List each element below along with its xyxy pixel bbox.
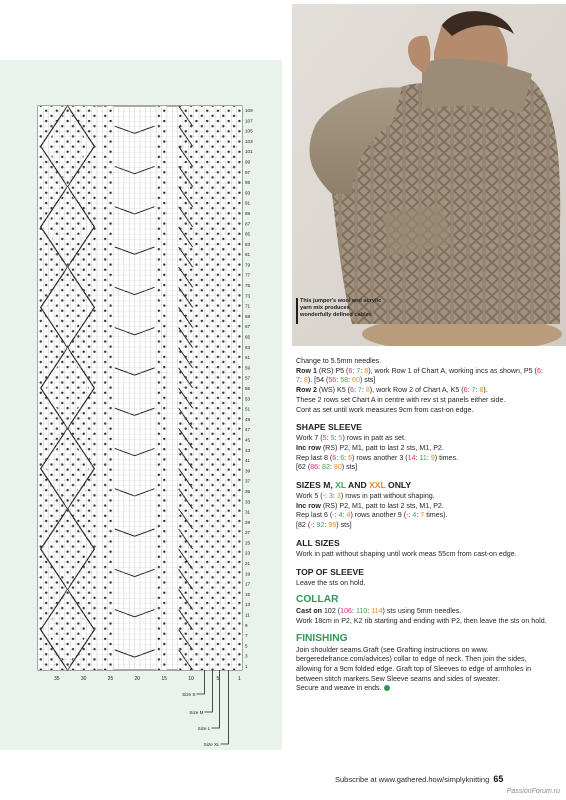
column-number-label: 20 [134,676,141,682]
row-number-label: 39 [245,468,251,474]
row-number-label: 29 [245,519,251,525]
row-number-label: 109 [245,108,253,113]
shape-sleeve-heading: SHAPE SLEEVE [296,422,362,433]
row-number-label: 103 [245,138,253,144]
end-marker-icon [384,685,390,691]
row-number-label: 23 [245,550,251,556]
row-number-label: 47 [245,427,251,433]
top-of-sleeve-text: Leave the sts on hold. [296,578,366,587]
row-number-label: 69 [245,313,251,319]
row-number-label: 89 [245,210,251,216]
intro-line-1: Change to 5.5mm needles. [296,357,382,365]
row-2-instruction: Row 2 (WS) K5 (6: 7: 8), work Row 2 of Chart A, K5 (6: 7: 8). [296,386,488,395]
all-sizes-heading: ALL SIZES [296,537,340,548]
row-number-label: 101 [245,149,253,155]
collar-heading: COLLAR [296,594,339,606]
row-number-label: 97 [245,169,251,175]
row-number-label: 75 [245,283,251,289]
row-number-label: 79 [245,262,251,268]
row-number-label: 43 [245,447,251,453]
top-of-sleeve-heading: TOP OF SLEEVE [296,566,364,577]
row-number-label: 55 [245,386,251,391]
cable-jumper-image [292,4,566,346]
row-number-label: 31 [245,509,251,515]
row-number-label: 67 [245,324,251,330]
finishing-end: Secure and weave in ends. [296,684,550,694]
photo-caption [300,298,382,318]
page-number: 65 [493,774,504,784]
row-number-label: 1 [245,664,248,669]
row-number-label: 49 [245,416,251,422]
size-label: Size L [197,726,211,731]
row-number-label: 33 [245,499,251,505]
all-sizes-text: Work in patt without shaping until work meas 55cm from cast-on edge. [296,549,517,558]
finishing-heading: FINISHING [296,632,348,644]
collar-line-1: Cast on 102 (106: 110: 114) sts using 5mm needles. [296,607,462,616]
caption-bar [296,298,298,324]
row-number-label: 3 [245,653,248,659]
column-number-label: 5 [216,676,220,682]
column-number-label: 35 [54,676,60,682]
row-number-label: 17 [245,581,251,587]
size-bracket-line [204,670,212,712]
row-number-label: 5 [245,643,248,649]
row-number-label: 59 [245,365,251,371]
row-number-label: 15 [245,591,251,597]
chart-a-grid [22,98,260,756]
row-number-label: 65 [245,334,251,340]
row-number-label: 81 [245,252,251,258]
row-number-label: 85 [245,231,251,237]
size-bracket-line [221,670,229,744]
intro-line-5: Cont as set until work measures 9cm from cast-on edge. [296,405,474,414]
row-number-label: 73 [245,293,251,299]
row-number-label: 37 [245,478,251,484]
row-number-label: 41 [245,458,251,464]
row-number-label: 19 [245,571,251,577]
size-label: Size M [189,710,204,715]
size-label: Size S [182,692,196,697]
instructions-column [296,357,550,694]
row-number-label: 51 [245,406,251,412]
row-number-label: 77 [245,272,251,278]
row-number-label: 35 [245,488,251,494]
row-number-label: 21 [245,561,251,567]
sizes-line-1: Work 5 (-: 3: 3) rows in patt without shaping. [296,492,435,501]
shape-sleeve-line-3: Rep last 8 (6: 6: 6) rows another 3 (14: 11: 9) times. [296,453,459,462]
row-number-label: 83 [245,241,251,247]
column-number-label: 1 [237,676,241,682]
size-label: Size XL [203,742,220,747]
photo-caption-text: This jumper's wool and acrylic yarn mix produces wonderfully defined cables [300,298,382,318]
row-number-label: 107 [245,118,253,124]
column-number-label: 15 [161,676,167,682]
sizes-line-3: Rep last 6 (-: 4: 4) rows another 9 (-: 4: 7 times). [296,511,448,520]
column-number-label: 30 [80,676,87,682]
size-bracket-line [196,670,204,694]
row-number-label: 13 [245,602,251,608]
row-number-label: 99 [245,159,251,165]
column-number-label: 25 [107,676,114,682]
finishing-text: Join shoulder seams.Graft (see Grafting instructions on www. bergeredefrance.com/advices) collar to edge of neck. Then join the sides, allowing for a 9cm folded edge. Graft top of Sleeves to edge of armholes in between stitch markers.Sew Sleeve seams and sides of sweater. [296,645,532,683]
row-number-label: 9 [245,622,248,628]
page-footer [335,774,503,784]
row-number-label: 87 [245,221,251,227]
row-number-label: 93 [245,190,251,196]
row-number-label: 45 [245,437,251,443]
row-number-label: 7 [245,633,248,639]
shape-sleeve-line-4: [62 (86: 82: 80) sts] [296,463,358,472]
row-number-label: 105 [245,128,253,134]
row-number-label: 91 [245,200,251,206]
sizes-line-2: Inc row (RS) P2, M1, patt to last 2 sts, M1, P2. [296,501,444,510]
row-number-label: 25 [245,540,251,546]
row-number-label: 53 [245,396,251,402]
row-1-instruction: Row 1 (RS) P5 (6: 7: 8), work Row 1 of Chart A, working incs as shown, P5 (6: 7: 8). [54 (56: 58: 60) sts] [296,366,543,385]
intro-line-4: These 2 rows set Chart A in centre with rev st st panels either side. [296,395,506,404]
sizes-heading: SIZES M, XL AND XXL ONLY [296,480,412,491]
sizes-line-4: [82 (-: 92: 96) sts] [296,521,352,530]
row-number-label: 63 [245,344,251,350]
row-number-label: 61 [245,355,251,361]
watermark: PassionForum.ru [506,788,560,795]
column-number-label: 10 [188,676,194,682]
row-number-label: 71 [245,303,251,309]
model-photo [292,4,566,346]
shape-sleeve-line-1: Work 7 (5: 5: 5) rows in patt as set. [296,434,406,443]
subscribe-text: Subscribe at www.gathered.how/simplyknitting [335,775,490,784]
row-number-label: 95 [245,180,251,186]
row-number-label: 27 [245,530,251,536]
collar-line-2: Work 18cm in P2, K2 rib starting and ending with P2, then leave the sts on hold. [296,616,547,625]
chart-a [22,98,260,756]
row-number-label: 57 [245,375,251,381]
row-number-label: 11 [245,612,250,618]
shape-sleeve-line-2: Inc row (RS) P2, M1, patt to last 2 sts, M1, P2. [296,443,444,452]
